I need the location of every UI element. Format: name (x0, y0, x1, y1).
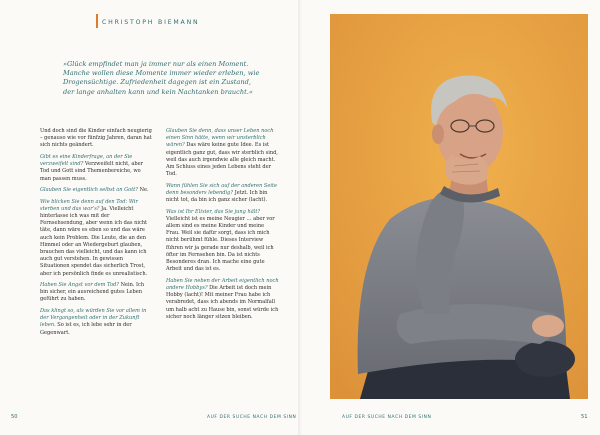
paragraph (40, 308, 153, 337)
answer-text: Ne. (138, 187, 149, 194)
running-title-right: AUF DER SUCHE NACH DEM SINN (342, 415, 432, 420)
page-number-left: 50 (11, 414, 18, 420)
answer-text: Vielleicht ist es meine Neugier … aber vor allem sind es meine Kinder und meine Frau. Weil sie dafür sorgt, dass ich mich nicht berühmt fühle. Dieses Interview führen wir ja gerade nur deshalb, weil ich öfter im Fernsehen bin. Da ist nichts Besonderes dran. Ich mache eine gute Arbeit und das ist es. (166, 215, 275, 273)
portrait-photo (330, 14, 588, 399)
answer-text: Nein. Ich bin sicher, ein ausreichend gutes Leben geführt zu haben. (40, 282, 145, 303)
paragraph (40, 154, 153, 183)
paragraph (40, 282, 153, 304)
paragraph (166, 278, 279, 321)
question-text: Glauben Sie eigentlich selbst an Gott? (40, 187, 138, 194)
question-text: Das klingt so, als würden Sie vor allem in der Vergangenheit oder in der Zukunft leben. (40, 307, 147, 329)
answer-text: Das wäre keine gute Idee. Es ist eigentlich ganz gut, dass wir sterblich sind, weil das auch irgendwie alle gleich macht. Am Schluss eines jeden Lebens steht der Tod. (166, 142, 278, 178)
paragraph (166, 183, 279, 205)
accent-bar (96, 14, 98, 28)
paragraph (40, 199, 153, 278)
question-text: Gibt es eine Kinderfrage, an der Sie verzweifelt sind? (40, 153, 133, 168)
answer-text: Jetzt. Ich bin nicht tot, da bin ich ganz sicher (lacht). (166, 189, 268, 204)
text-column-1 (40, 128, 153, 341)
answer-text: Ja. Vielleicht hinterlasse ich was mit der Fernsehsendung, aber wenn ich das nicht täte, dann wäre es eben so und das wäre auch kein Problem. Die Leute, die an den Himmel oder an Wiedergeburt glauben, brauchen das vielleicht, und das kann ich auch gut verstehen. In gewissen Situationen spendet das sicherlich Trost, aber ich persönlich finde es unrealistisch. (40, 205, 148, 277)
question-text: Was ist Ihr Elixier, das Sie jung hält? (166, 208, 261, 215)
question-text: Haben Sie neben der Arbeit eigentlich noch andere Hobbys? (166, 277, 279, 291)
question-text: Wie blicken Sie denn auf den Tod: Wir sterben und das war’s? (40, 198, 138, 212)
author-name: CHRISTOPH BIEMANN (102, 19, 200, 26)
question-text: Glauben Sie denn, dass unser Leben noch einen Sinn hätte, wenn wir unsterblich wären? (166, 128, 274, 149)
paragraph (40, 128, 153, 150)
paragraph (166, 128, 279, 178)
question-text: Haben Sie Angst vor dem Tod? (40, 282, 119, 289)
answer-text: Die Arbeit ist doch mein Hobby (lacht)! Mit meiner Frau habe ich verabredet, dass ich abends im Normalfall um halb acht zu Hause bin, sonst würde ich sicher noch länger sitzen bleiben. (166, 284, 279, 320)
running-title-left: AUF DER SUCHE NACH DEM SINN (207, 415, 297, 420)
answer-text: Und doch sind die Kinder einfach neugierig – genauso wie vor fünfzig Jahren, daran hat sich nichts geändert. (40, 128, 152, 149)
paragraph (166, 209, 279, 274)
answer-text: Verzweifelt nicht, aber Tod und Gott sind Themenbereiche, wo man passen muss. (40, 161, 144, 182)
text-column-2 (166, 128, 279, 325)
pull-quote: »Glück empfindet man ja immer nur als einen Moment. Manche wollen diese Momente immer wieder erleben, wie Drogensüchtige. Zufriedenheit dagegen ist ein Zustand, der lange anhalten kann und kein Nachtanken braucht.« (63, 60, 260, 96)
answer-text: So ist es, ich lebe sehr in der Gegenwart. (40, 322, 132, 336)
question-text: Wann fühlen Sie sich auf der anderen Seite denn besonders lebendig? (166, 182, 278, 196)
book-gutter (298, 0, 302, 435)
page-number-right: 51 (581, 414, 588, 420)
paragraph (40, 187, 153, 194)
